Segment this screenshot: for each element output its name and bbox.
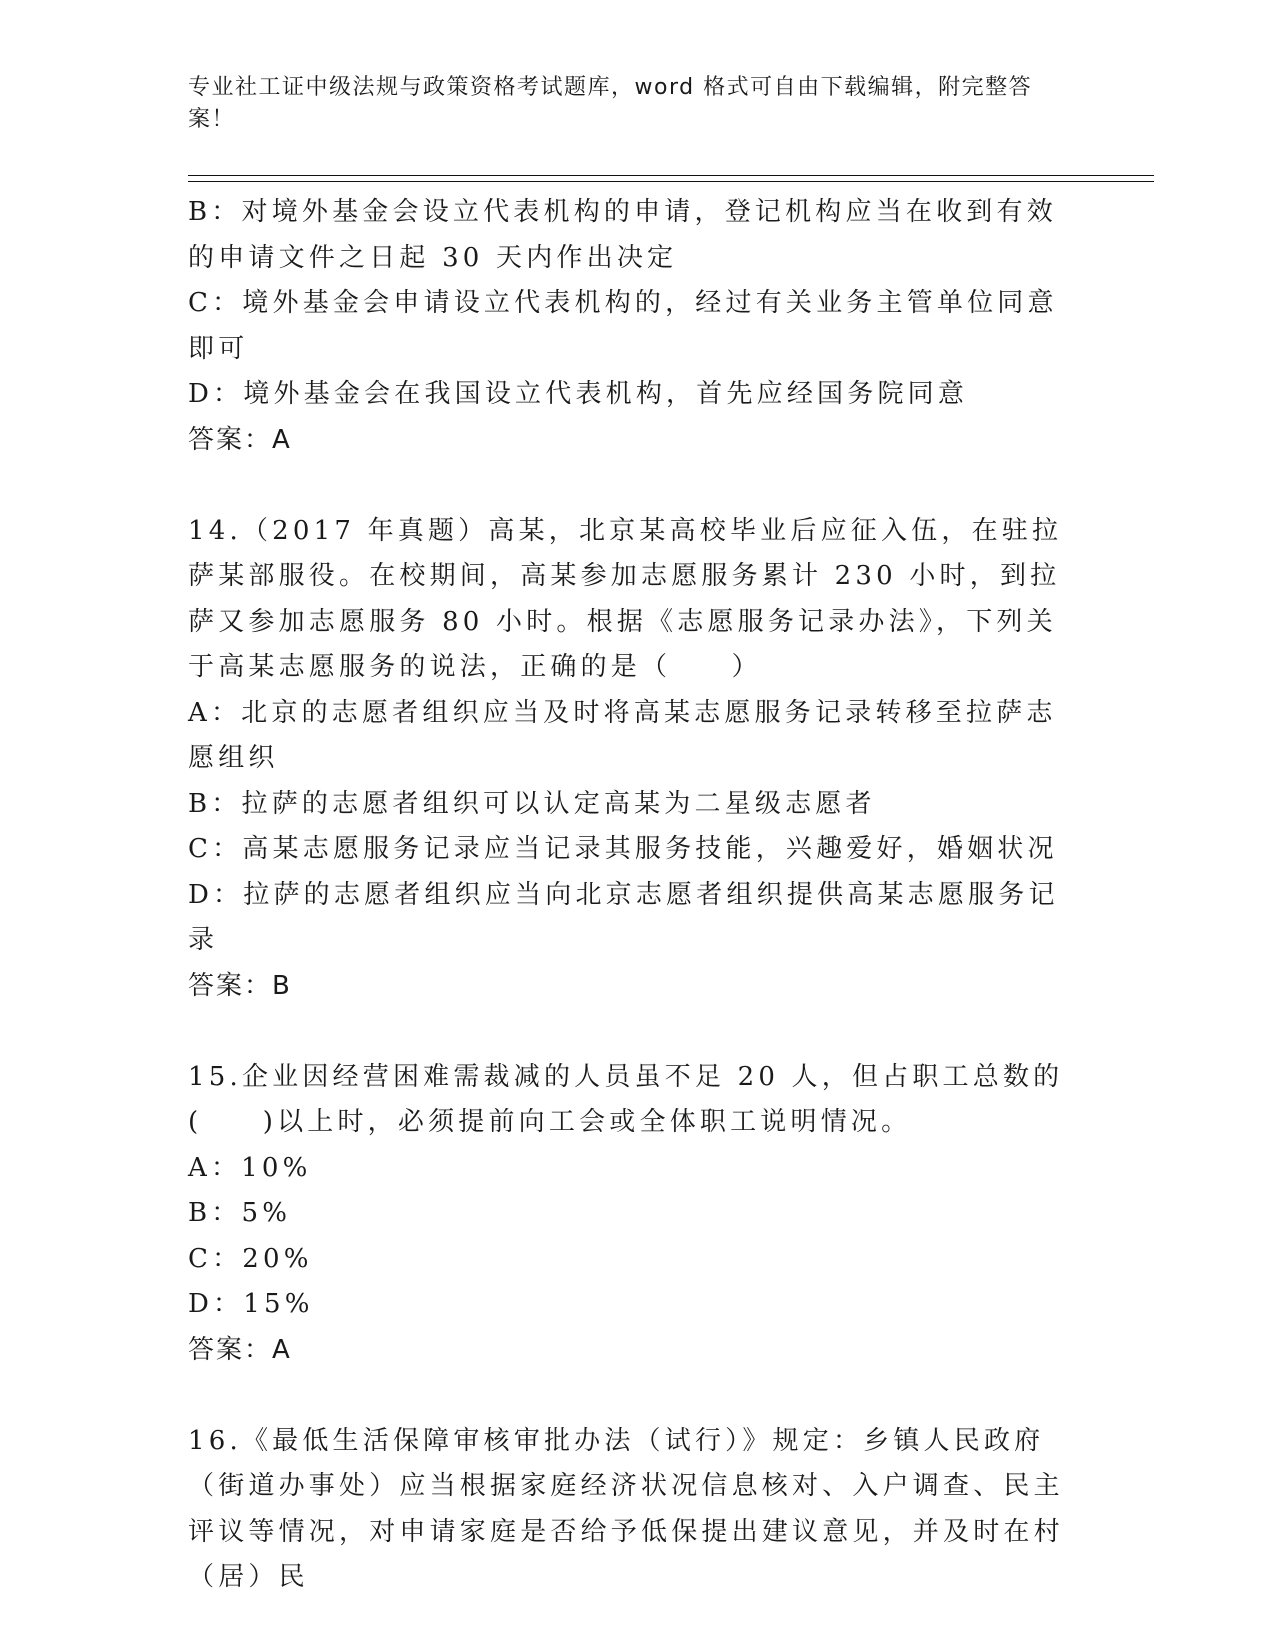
option-d: D：15% <box>188 1289 314 1319</box>
page-header: 专业社工证中级法规与政策资格考试题库，word 格式可自由下载编辑，附完整答案！ <box>188 75 1033 132</box>
option-a: A：北京的志愿者组织应当及时将高某志愿服务记录转移至拉萨志愿组织 <box>188 697 1057 773</box>
option-c: C：20% <box>188 1243 313 1274</box>
option-b: B：对境外基金会设立代表机构的申请，登记机构应当在收到有效的申请文件之日起 30 天内作出决定 <box>188 197 1057 273</box>
answer-14: 答案：B <box>188 970 292 1001</box>
spacer <box>188 463 1078 509</box>
option-c: C：境外基金会申请设立代表机构的，经过有关业务主管单位同意即可 <box>188 288 1058 364</box>
header-rule-bottom <box>188 181 1154 182</box>
header-rule-top <box>188 175 1154 176</box>
spacer <box>188 1009 1078 1055</box>
answer-13: 答案：A <box>188 424 292 455</box>
option-d: D：拉萨的志愿者组织应当向北京志愿者组织提供高某志愿服务记录 <box>188 879 1059 955</box>
option-a: A：10% <box>188 1152 312 1183</box>
question-14: 14.（2017 年真题）高某，北京某高校毕业后应征入伍，在驻拉萨某部服役。在校期间，高某参加志愿服务累计 230 小时，到拉萨又参加志愿服务 80 小时。根据《志愿服务记录办法》，下列关于高某志愿服务的说法，正确的是（ ） <box>188 515 1063 682</box>
question-content <box>188 190 1078 1601</box>
question-15: 15.企业因经营困难需裁减的人员虽不足 20 人，但占职工总数的( )以上时，必须提前向工会或全体职工说明情况。 <box>188 1061 1064 1137</box>
option-b: B：拉萨的志愿者组织可以认定高某为二星级志愿者 <box>188 788 876 819</box>
spacer <box>188 1373 1078 1419</box>
option-c: C：高某志愿服务记录应当记录其服务技能，兴趣爱好，婚姻状况 <box>188 834 1058 864</box>
question-16: 16.《最低生活保障审核审批办法（试行）》规定：乡镇人民政府（街道办事处）应当根据家庭经济状况信息核对、入户调查、民主评议等情况，对申请家庭是否给予低保提出建议意见，并及时在村（居）民 <box>188 1425 1064 1592</box>
answer-15: 答案：A <box>188 1334 292 1365</box>
option-d: D：境外基金会在我国设立代表机构，首先应经国务院同意 <box>188 379 969 409</box>
option-b: B：5% <box>188 1198 292 1228</box>
